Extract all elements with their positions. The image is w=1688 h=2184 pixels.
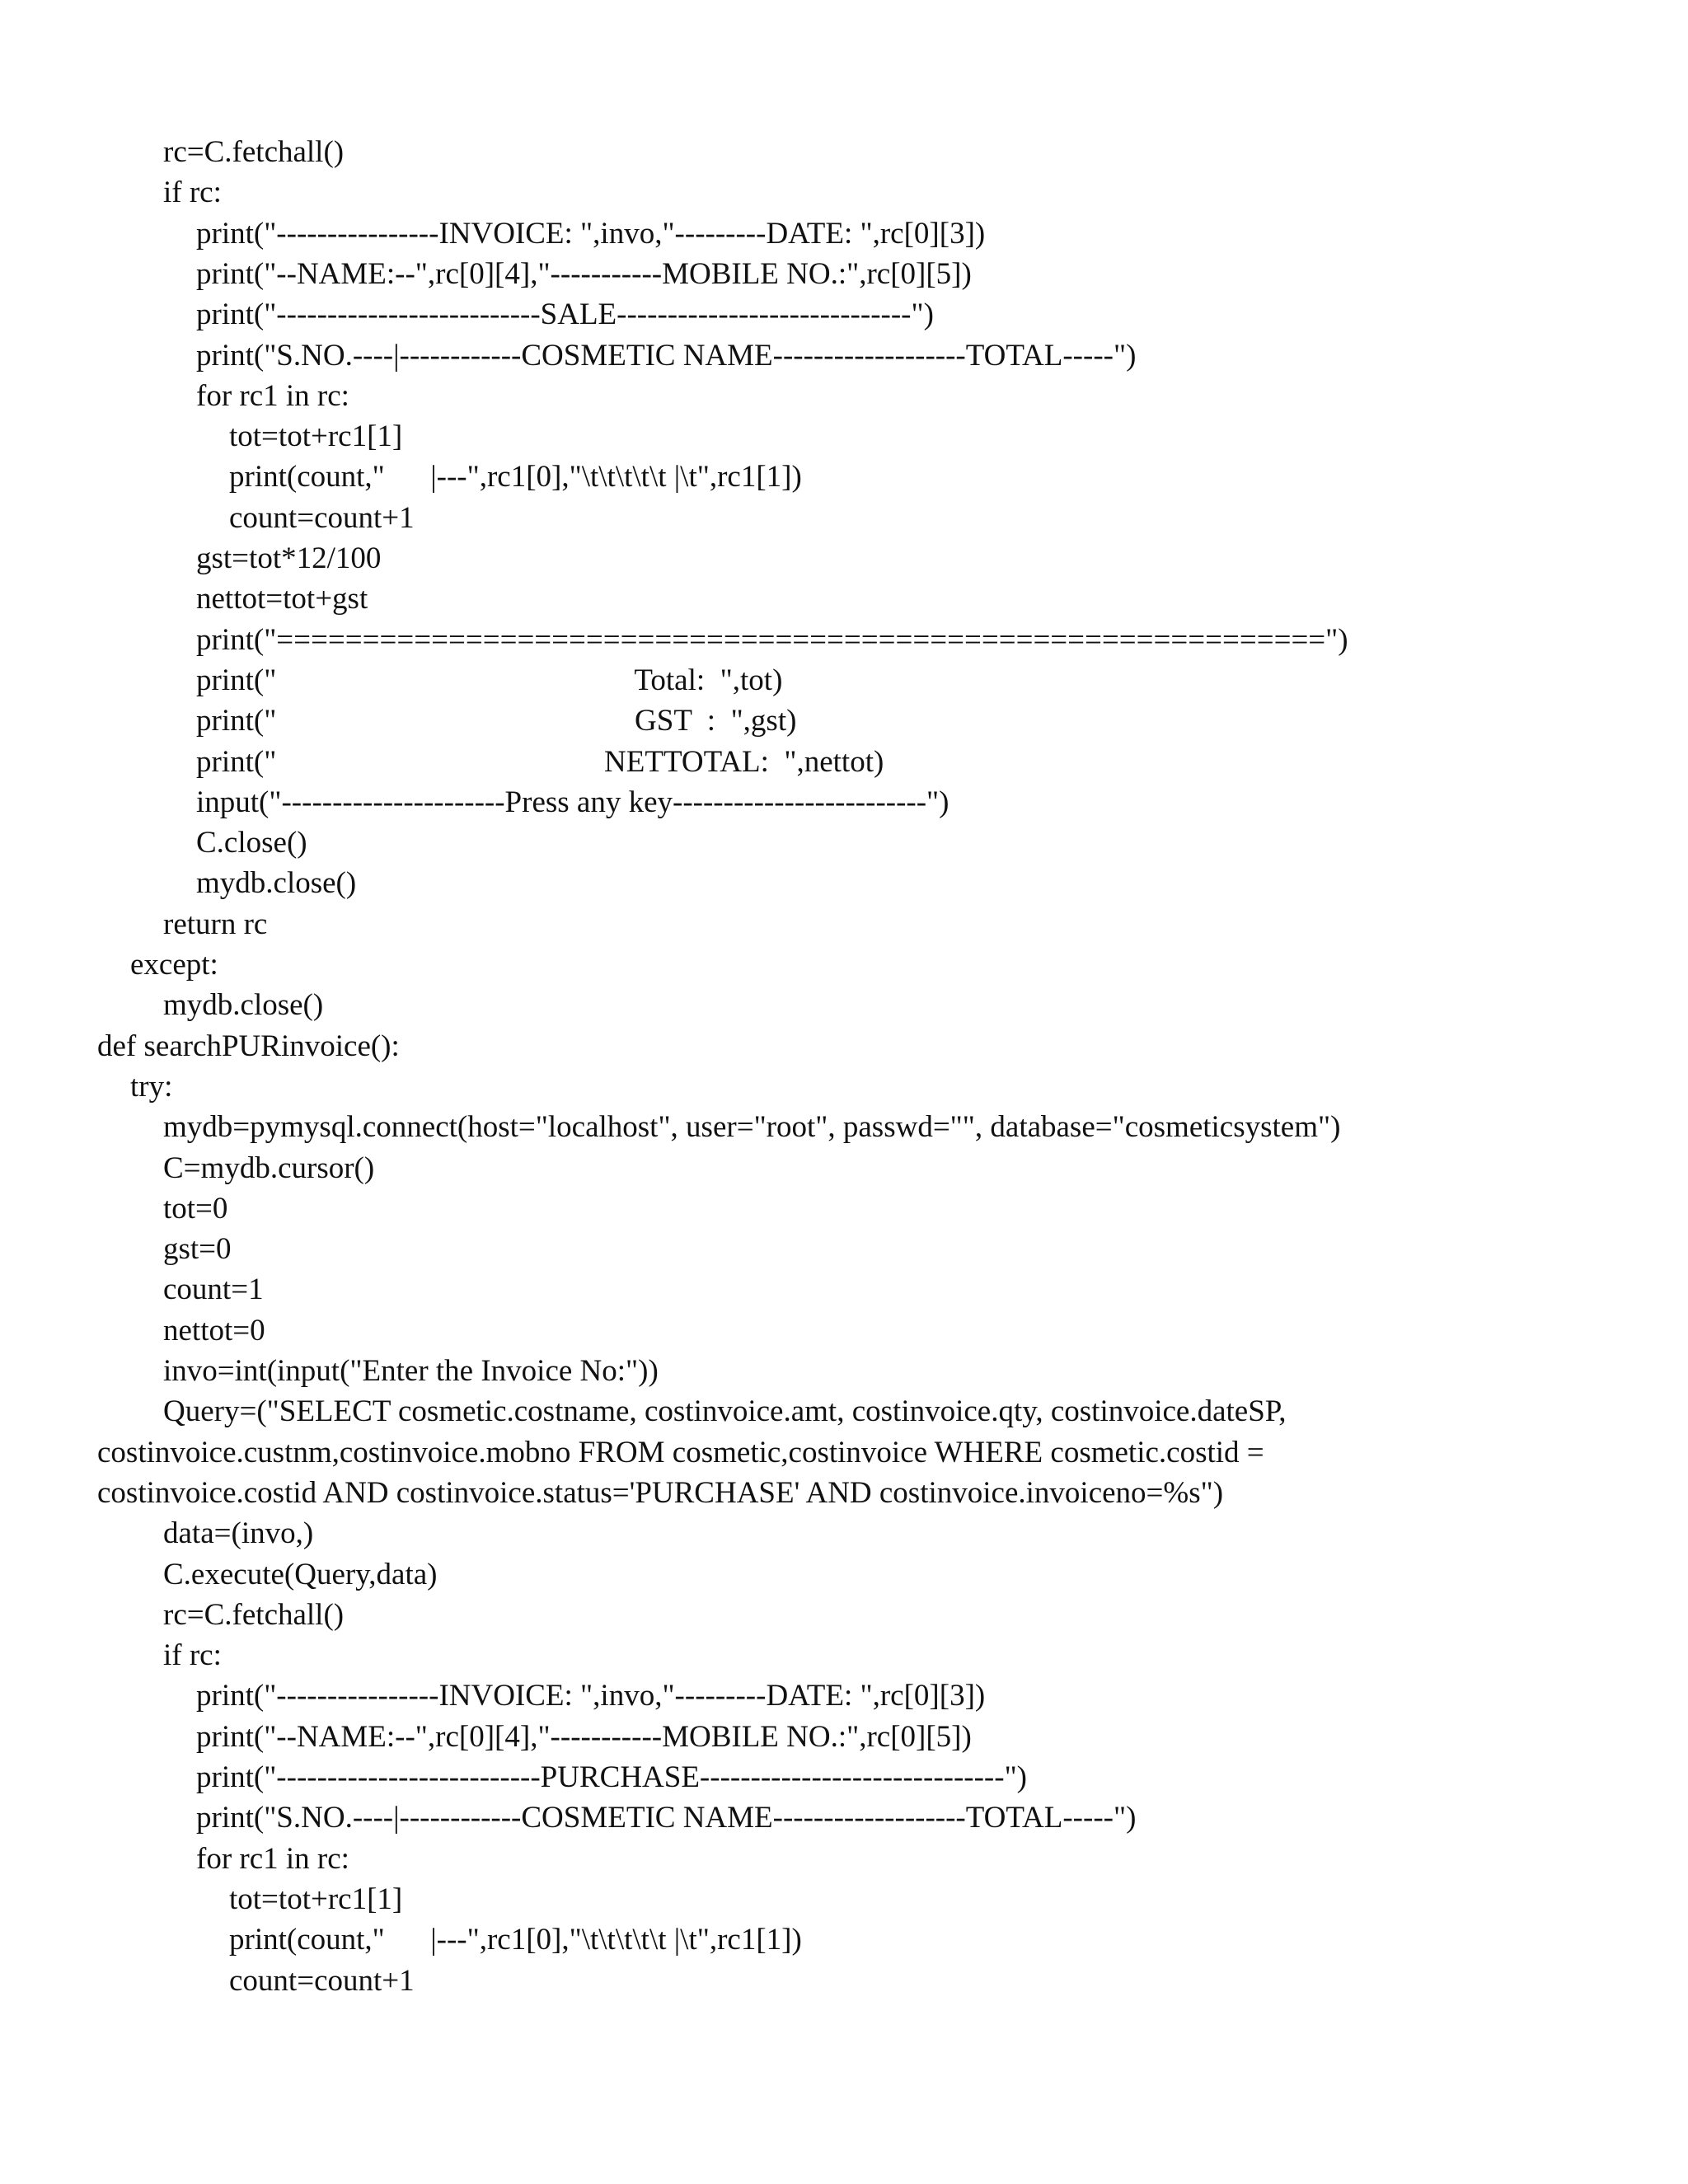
code-line: print("S.NO.----|------------COSMETIC NAME-------------------TOTAL-----")	[196, 1801, 1137, 1835]
code-line: def searchPURinvoice():	[97, 1029, 400, 1063]
code-line: data=(invo,)	[163, 1516, 314, 1550]
code-line: nettot=tot+gst	[196, 582, 368, 616]
code-line: count=1	[163, 1272, 264, 1306]
code-line: mydb.close()	[163, 988, 324, 1022]
code-line: tot=tot+rc1[1]	[229, 1882, 403, 1916]
code-line: print(count," |---",rc1[0],"\t\t\t\t\t |\t",rc1[1])	[229, 1923, 802, 1957]
code-line: print("--------------------------SALE-----------------------------")	[196, 298, 934, 331]
code-line: rc=C.fetchall()	[163, 135, 345, 169]
code-line: print(count," |---",rc1[0],"\t\t\t\t\t |\t",rc1[1])	[229, 460, 802, 494]
code-line: C.close()	[196, 826, 307, 860]
code-line: invo=int(input("Enter the Invoice No:"))	[163, 1354, 659, 1388]
code-line: try:	[130, 1070, 173, 1104]
code-line: nettot=0	[163, 1314, 265, 1347]
code-line: C=mydb.cursor()	[163, 1151, 375, 1185]
code-line: for rc1 in rc:	[196, 1842, 349, 1876]
code-line: count=count+1	[229, 501, 415, 535]
code-line: input("----------------------Press any key-------------------------")	[196, 785, 950, 819]
code-line: print("----------------INVOICE: ",invo,"---------DATE: ",rc[0][3])	[196, 217, 986, 251]
code-line: if rc:	[163, 1638, 222, 1672]
code-line: tot=0	[163, 1192, 228, 1226]
code-line: print("----------------INVOICE: ",invo,"---------DATE: ",rc[0][3])	[196, 1679, 986, 1713]
code-line: gst=tot*12/100	[196, 541, 382, 575]
code-line: mydb.close()	[196, 866, 357, 900]
code-line: print(" GST : ",gst)	[196, 704, 797, 738]
code-line: print("=============================================================")	[196, 623, 1348, 657]
code-line: except:	[130, 948, 218, 982]
code-line: C.execute(Query,data)	[163, 1558, 438, 1591]
code-line: print(" NETTOTAL: ",nettot)	[196, 745, 884, 779]
code-line: costinvoice.custnm,costinvoice.mobno FROM cosmetic,costinvoice WHERE cosmetic.costid =	[97, 1436, 1264, 1469]
code-line: gst=0	[163, 1232, 232, 1266]
code-line: tot=tot+rc1[1]	[229, 419, 403, 453]
code-line: print("--NAME:--",rc[0][4],"-----------MOBILE NO.:",rc[0][5])	[196, 1720, 972, 1754]
code-line: rc=C.fetchall()	[163, 1598, 345, 1632]
code-line: print("--NAME:--",rc[0][4],"-----------MOBILE NO.:",rc[0][5])	[196, 257, 972, 291]
code-line: mydb=pymysql.connect(host="localhost", user="root", passwd="", database="cosmeticsystem")	[163, 1110, 1341, 1144]
code-line: print("S.NO.----|------------COSMETIC NAME-------------------TOTAL-----")	[196, 339, 1137, 373]
code-line: costinvoice.costid AND costinvoice.status='PURCHASE' AND costinvoice.invoiceno=%s")	[97, 1476, 1224, 1510]
code-line: if rc:	[163, 176, 222, 209]
code-line: count=count+1	[229, 1964, 415, 1998]
code-line: print(" Total: ",tot)	[196, 663, 783, 697]
code-line: return rc	[163, 907, 268, 941]
code-line: for rc1 in rc:	[196, 379, 349, 413]
code-line: print("--------------------------PURCHASE------------------------------")	[196, 1760, 1027, 1794]
code-line: Query=("SELECT cosmetic.costname, costinvoice.amt, costinvoice.qty, costinvoice.dateSP,	[163, 1394, 1287, 1428]
